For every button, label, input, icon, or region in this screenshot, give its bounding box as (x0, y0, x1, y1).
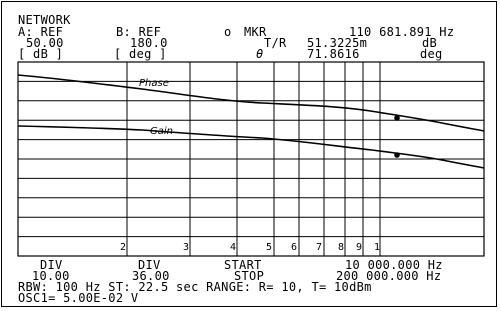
b-div-value: 36.00 (132, 269, 170, 283)
theta-unit: deg (420, 47, 443, 61)
tr-unit: dB (422, 36, 438, 50)
start-label: START (224, 258, 262, 272)
channel-a-ref: A: REF (18, 25, 64, 39)
stop-frequency: 200 000.000 Hz (336, 269, 442, 283)
channel-a-unit: [ dB ] (18, 47, 64, 61)
gain-marker-dot (394, 152, 400, 158)
marker-frequency: 110 681.891 Hz (349, 25, 455, 39)
theta-label: θ (256, 47, 264, 61)
gain-trace (18, 126, 484, 168)
b-div-label: DIV (138, 258, 161, 272)
decade-marker-8: 8 (338, 242, 345, 253)
decade-marker-7: 7 (316, 242, 323, 253)
decade-marker-6: 6 (291, 242, 298, 253)
decade-marker-9: 9 (356, 242, 363, 253)
plot-grid (18, 62, 484, 256)
osc-status: OSC1= 5.00E-02 V (18, 291, 139, 305)
stop-label: STOP (234, 269, 265, 283)
marker-icon: o (224, 25, 232, 39)
theta-value: 71.8616 (307, 47, 360, 61)
decade-marker-3: 3 (183, 242, 190, 253)
rbw-status: RBW: 100 Hz ST: 22.5 sec RANGE: R= 10, T= 10dBm (18, 280, 372, 294)
marker-label: MKR (244, 25, 267, 39)
channel-a-value: 50.00 (26, 36, 64, 50)
decade-marker-4: 4 (230, 242, 237, 253)
decade-marker-1: 1 (374, 242, 381, 253)
phase-trace (18, 75, 484, 131)
channel-b-value: 180.0 (130, 36, 168, 50)
decade-marker-2: 2 (120, 242, 127, 253)
decade-marker-5: 5 (266, 242, 273, 253)
tr-label: T/R (264, 36, 287, 50)
channel-b-ref: B: REF (116, 25, 162, 39)
phase-label: Phase (139, 78, 169, 89)
phase-marker-dot (394, 115, 400, 121)
gain-label: Gain (150, 126, 173, 137)
analyzer-screen (1, 1, 497, 307)
tr-value: 51.3225m (307, 36, 368, 50)
a-div-value: 10.00 (32, 269, 70, 283)
start-frequency: 10 000.000 Hz (345, 258, 443, 272)
channel-b-unit: [ deg ] (114, 47, 167, 61)
mode-title: NETWORK (18, 13, 71, 27)
a-div-label: DIV (40, 258, 63, 272)
